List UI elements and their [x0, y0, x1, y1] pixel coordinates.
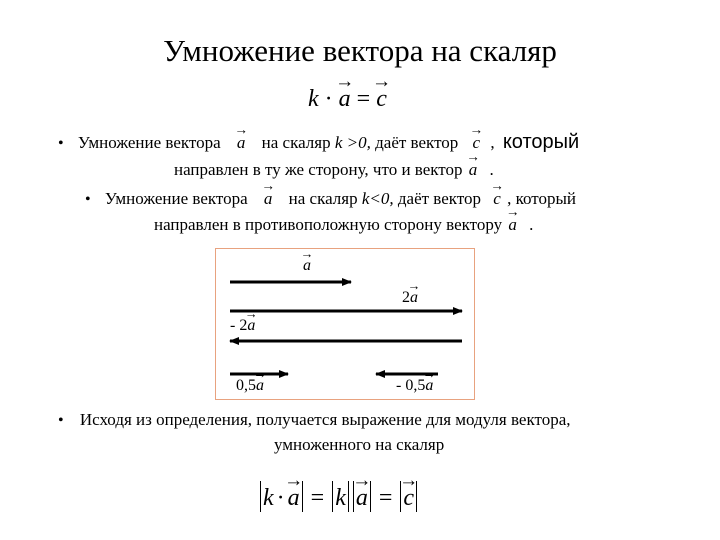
formula-dot: · [324, 86, 333, 112]
formula-main [308, 71, 392, 113]
vector-arrow-icon: → [490, 178, 504, 194]
bullet-1-tail: который [502, 131, 580, 153]
bullet-3-text: умноженного на скаляр [274, 435, 445, 454]
vector-c: → c [469, 122, 484, 152]
vector-arrow-icon: → [253, 366, 267, 381]
label-neg-2a: - 2 → a [230, 306, 258, 334]
bullet-3-line-2 [274, 435, 444, 455]
vector-a: → a [505, 204, 520, 234]
formula-modulus: k · → a = k → a = → c [258, 481, 419, 512]
slide-title: Умножение вектора на скаляр [163, 33, 557, 68]
bullet-1-text: Умножение вектора [77, 133, 221, 152]
bullet-2-tail: , который [507, 189, 576, 208]
vector-arrow-icon: → [399, 470, 419, 492]
bullet-2-text: направлен в противоположную сторону вектору [154, 215, 503, 234]
bullet-3-line-1 [58, 410, 571, 430]
vector-arrow-icon: → [352, 470, 372, 492]
label-neg-0-5a: - 0,5 → a [396, 366, 436, 394]
vector-arrow-icon: → [335, 71, 355, 93]
label-a: → a [300, 246, 314, 274]
vector-arrow-icon: → [407, 278, 421, 293]
bullet-2-text: Умножение вектора [104, 189, 248, 208]
bullet-3-text: Исходя из определения, получается выражение для модуля вектора, [79, 410, 571, 429]
vector-arrow-icon: → [422, 366, 436, 381]
bullet-1-text: даёт вектор [375, 133, 459, 152]
vector-figure [215, 248, 475, 400]
bullet-marker: • [85, 191, 91, 208]
vector-arrow-icon: → [371, 71, 392, 93]
bullet-1-comma: , [490, 133, 495, 152]
bullet-1-text: направлен в ту же сторону, что и вектор [174, 160, 463, 179]
bullet-marker: • [58, 135, 64, 152]
vector-arrow-icon: → [469, 122, 484, 138]
vector-arrow-icon: → [234, 122, 248, 138]
formula-vector-a: → a [335, 71, 355, 112]
formula-vector-c: → c [371, 71, 392, 112]
vector-a: → a [466, 149, 480, 179]
bullet-1-text: на скаляр [261, 133, 331, 152]
vector-arrow-icon: → [466, 149, 480, 165]
formula-equals: = [356, 86, 371, 112]
vector-arrow-icon: → [284, 470, 304, 492]
bullet-2-text: на скаляр [288, 189, 358, 208]
vector-c: → c [490, 178, 504, 208]
label-2a: 2 → a [402, 278, 421, 306]
formula-k: k [308, 86, 319, 112]
bullet-1-end: . [489, 160, 494, 179]
bullet-1-condition: k >0, [334, 133, 371, 152]
vector-arrow-icon: → [300, 246, 314, 261]
bullet-marker: • [58, 412, 64, 429]
vector-a: → a [234, 122, 248, 152]
bullet-2-end: . [529, 215, 534, 234]
bullet-2-line-1 [85, 178, 576, 209]
vector-arrow-icon: → [244, 306, 258, 321]
label-0-5a: 0,5 → a [236, 366, 267, 394]
bullet-2-text: даёт вектор [397, 189, 482, 208]
vector-a: → a [261, 178, 275, 208]
bullet-1-line-1 [58, 122, 580, 154]
bullet-2-line-2 [154, 204, 534, 235]
vector-arrow-icon: → [261, 178, 275, 194]
bullet-1-line-2 [174, 149, 494, 180]
vector-arrow-icon: → [505, 204, 520, 220]
bullet-2-condition: k<0, [361, 189, 394, 208]
